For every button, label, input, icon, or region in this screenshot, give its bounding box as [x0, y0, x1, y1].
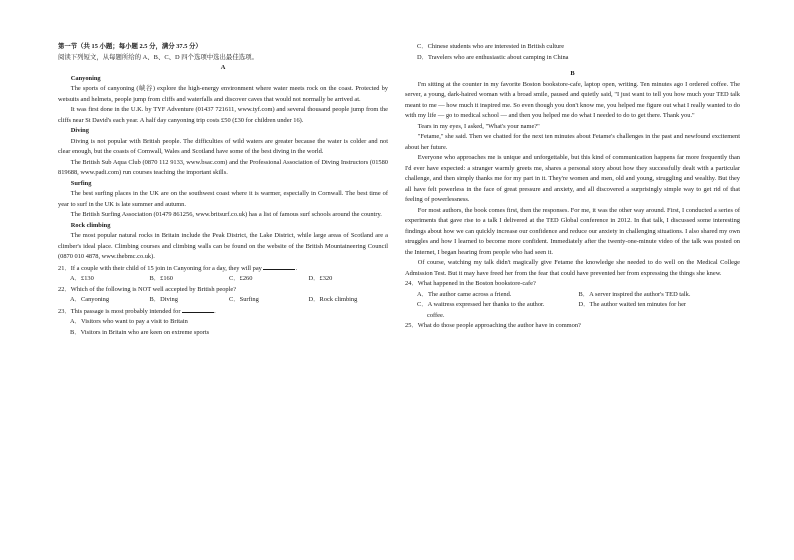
- question-22: 22．Which of the following is NOT well accepted by British people?: [58, 285, 237, 293]
- option[interactable]: D．Travelers who are enthusiastic about camping in China: [417, 53, 569, 61]
- question-stem: 21．If a couple with their child of 15 join in Canyoning for a day, they will pay: [58, 264, 262, 272]
- option[interactable]: B．Visitors in Britain who are keen on extreme sports: [70, 328, 210, 336]
- question-24: 24．What happened in the Boston bookstore-cafe?: [405, 280, 536, 287]
- passage-a-label: A: [220, 64, 226, 71]
- question-end: .: [295, 264, 298, 272]
- passage-b-paragraph: "Fetame," she said. Then we chatted for the next ten minutes about Fetame's challenges in the past and newfound excitement about her future.: [405, 133, 740, 151]
- question-end: .: [214, 307, 216, 315]
- passage-b-paragraph: Everyone who approaches me is unique and unforgettable, but this kind of communication happens far more frequently than I'd ever have expected: a stranger warmly greets me, shares a personal story about how they successfully dealt with a particular challenge, and then simply thanks me for my part in it. They're women and men, old and young, struggling and wealthy. But they all have felt powerless in the face of great pressure and anxiety, and all discovered a surprisingly simple way to get rid of that feeling of powerlessness.: [405, 154, 740, 203]
- question-21-options: [58, 274, 388, 285]
- diving-paragraph: Diving is not popular with British people. The difficulties of wild waters are greater because the water is colder and not clear enough, but the coasts of Cornwall, Wales and Scotland have some of the best diving in the world.: [58, 137, 388, 155]
- surfing-paragraph: The best surfing places in the UK are on the southwest coast where it is warmer, especially in Cornwall. The best time of year to surf in the UK is late summer and autumn.: [58, 190, 388, 208]
- rock-climbing-title: Rock climbing: [70, 221, 111, 229]
- option[interactable]: B．Diving: [149, 296, 178, 303]
- answer-blank[interactable]: [182, 306, 214, 313]
- passage-b-label: B: [570, 70, 575, 77]
- canyoning-title: Canyoning: [70, 74, 101, 82]
- option[interactable]: A．The author came across a friend.: [417, 290, 512, 298]
- canyoning-paragraph: The sports of canyoning (峡谷) explore the high-energy environment where water meets rock on the coast. Protected by wetsuits and helmets, people jump from cliffs and waterfalls and discover caves that would not normally be arrived at.: [58, 85, 388, 103]
- diving-title: Diving: [70, 127, 89, 134]
- option[interactable]: D．Rock climbing: [308, 296, 358, 303]
- surfing-title: Surfing: [70, 179, 92, 187]
- option[interactable]: B．£160: [149, 275, 173, 282]
- question-25: 25．What do those people approaching the author have in common?: [405, 322, 581, 329]
- option[interactable]: D．The author waited ten minutes for her: [578, 301, 687, 308]
- section-heading: 第一节（共 15 小题；每小题 2.5 分，满分 37.5 分）: [58, 43, 202, 50]
- question-24-options-row: [405, 290, 740, 301]
- option[interactable]: B．A server inspired the author's TED talk.: [578, 290, 691, 298]
- right-column: [405, 42, 740, 332]
- diving-paragraph: The British Sub Aqua Club (0870 112 9133, www.bsac.com) and the Professional Association of Diving Instructors (01580 819688, www.padi.com) run courses teaching the important skills.: [58, 158, 388, 176]
- passage-b-paragraph: For most authors, the book comes first, then the responses. For me, it was the other way around. First, I conducted a series of experiments that gave rise to a talk I delivered at the TED Global conference in 2012. In that talk, I discussed some interesting findings about how we can quickly increase our confidence and reduce our anxiety in challenging situations. I also shared my own struggles and how I learned to become more confident. Immediately after the twenty-one-minute video of the talk was posted on the Internet, I began hearing from people who had seen it.: [405, 206, 740, 256]
- passage-b-paragraph: Of course, watching my talk didn't magically give Fetame the knowledge she needed to do well on the Medical College Admission Test. But it may have freed her from the fear that could have prevented her from expressing the things she knew.: [405, 259, 740, 277]
- option[interactable]: C．Chinese students who are interested in British culture: [417, 43, 565, 50]
- passage-b-paragraph: Tears in my eyes, I asked, "What's your name?": [417, 122, 540, 130]
- left-column: [58, 42, 388, 338]
- question-22-options: [58, 295, 388, 306]
- rock-climbing-paragraph: The most popular natural rocks in Britain include the Peak District, the Lake District, while large areas of Scotland are a climber's ideal place. Climbing courses and climbing walls can be found on the website of the British Mountaineering Council (0870 010 4878, www.thebmc.co.uk).: [58, 232, 388, 260]
- canyoning-paragraph: It was first done in the U.K. by TYF Adventure (01437 721611, www.tyf.com) and several thousand people jump from the cliffs near St David's each year. A half day canyoning trip costs £50 (£30 for children under 16).: [58, 106, 388, 124]
- passage-b-paragraph: I'm sitting at the counter in my favorite Boston bookstore-cafe, laptop open, writing. Ten minutes ago I ordered coffee. The server, a young, dark-haired woman with a broad smile, paused and quietly said, "I just want to tell you how much your TED talk meant to me — how much it inspired me. So even though you don't know me, you helped me figure out what I really wanted to do with my life — go to medical school — and then you helped me do what I needed to do to get there. Thank you.": [405, 80, 740, 119]
- option[interactable]: C．£260: [229, 275, 253, 282]
- question-24-options-row: [405, 300, 740, 311]
- option[interactable]: C．A waitress expressed her thanks to the author.: [417, 301, 545, 308]
- option[interactable]: A．Canyoning: [70, 296, 110, 303]
- option[interactable]: A．Visitors who want to pay a visit to Britain: [70, 318, 188, 325]
- answer-blank[interactable]: [263, 263, 298, 272]
- option[interactable]: C．Surfing: [229, 296, 259, 303]
- question-23: [58, 306, 388, 318]
- surfing-paragraph: The British Surfing Association (01479 861256, www.britsurf.co.uk) has a list of famous surf schools around the country.: [70, 211, 382, 218]
- option[interactable]: A．£130: [70, 275, 94, 282]
- question-21: [58, 263, 388, 275]
- option-continuation: coffee.: [427, 311, 445, 319]
- instructions: 阅读下列短文，从每题所给的 A、B、C、D 四个选项中选出最佳选项。: [58, 53, 258, 61]
- question-stem: 23．This passage is most probably intended for: [58, 307, 181, 315]
- option[interactable]: D．£320: [308, 275, 333, 282]
